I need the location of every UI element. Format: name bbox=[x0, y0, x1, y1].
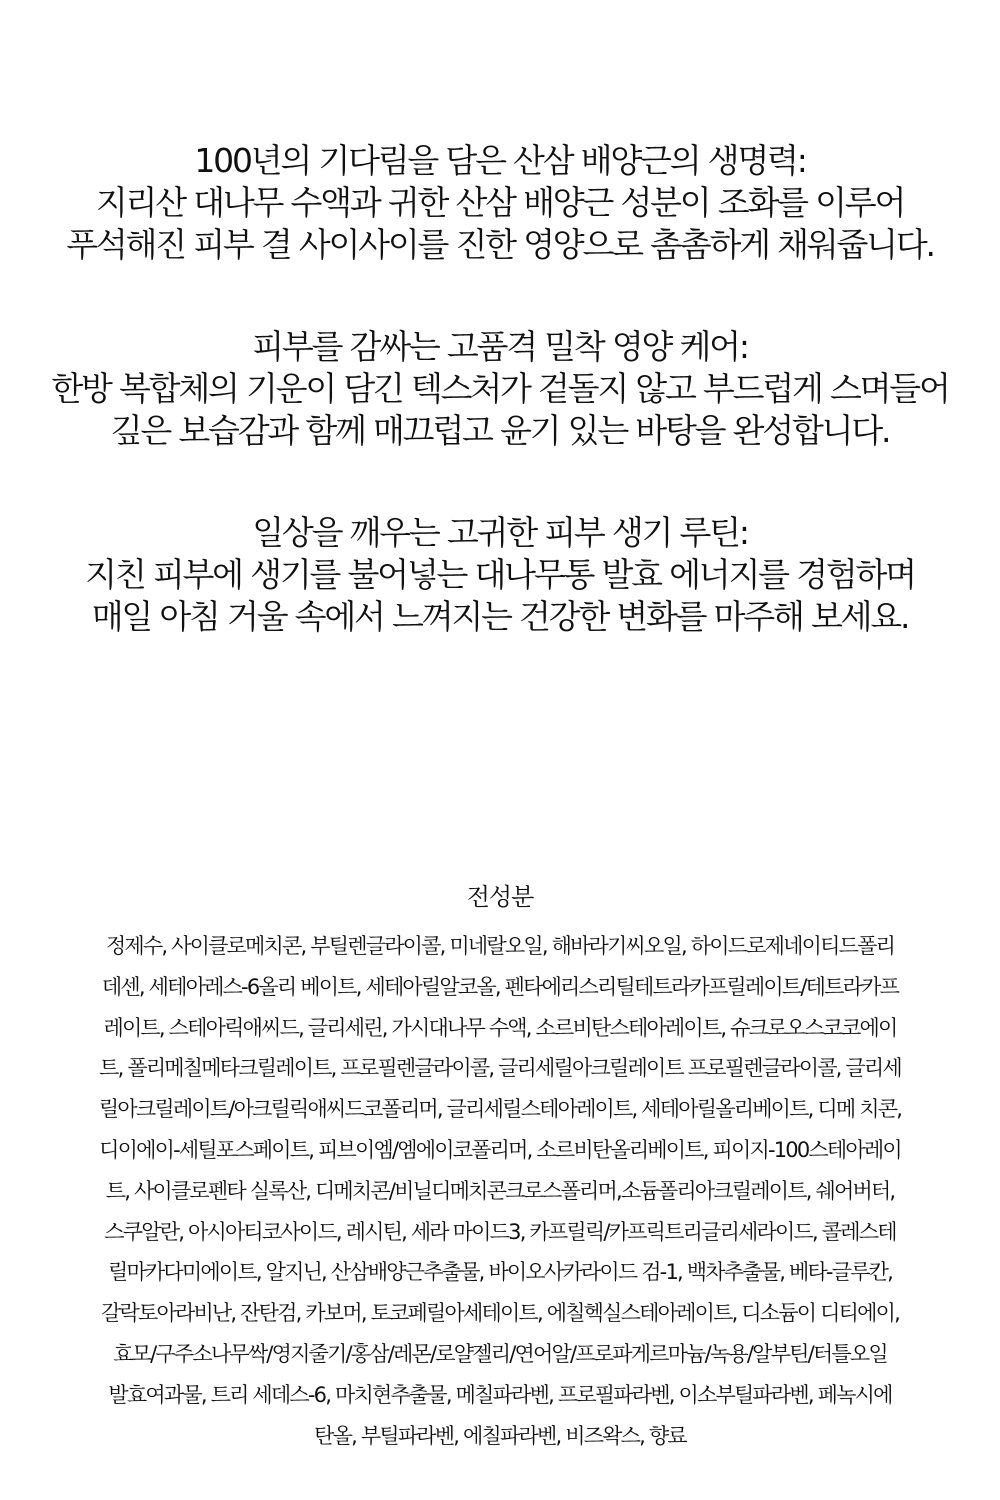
intro-paragraph-1 bbox=[0, 140, 1000, 266]
ingredients-line: 디이에이-세틸포스페이트, 피브이엠/엠에이코폴리머, 소르비탄올리베이트, 피이지-100스테아레이 bbox=[99, 1137, 901, 1162]
intro-paragraph-3 bbox=[0, 512, 1000, 638]
intro-text-line: 한방 복합체의 기운이 담긴 텍스처가 겉돌지 않고 부드럽게 스며들어 bbox=[51, 369, 949, 408]
ingredients-line: 갈락토아라비난, 잔탄검, 카보머, 토코페릴아세테이트, 에칠헥실스테아레이트, 디소듐이 디티에이, bbox=[101, 1301, 899, 1326]
intro-text-line: 지친 피부에 생기를 불어넣는 대나무통 발효 에너지를 경험하며 bbox=[85, 555, 915, 594]
ingredients-line: 트, 폴리메칠메타크릴레이트, 프로필렌글라이콜, 글리세릴아크릴레이트 프로필렌글라이콜, 글리세 bbox=[99, 1056, 901, 1081]
ingredients-line: 릴마카다미에이트, 알지닌, 산삼배양근추출물, 바이오사카라이드 검-1, 백차추출물, 베타-글루칸, bbox=[107, 1260, 893, 1285]
ingredients-line: 발효여과물, 트리 세데스-6, 마치현추출물, 메칠파라벤, 프로필파라벤, 이소부틸파라벤, 페녹시에 bbox=[108, 1382, 892, 1407]
intro-heading-line: 일상을 깨우는 고귀한 피부 생기 루틴: bbox=[252, 513, 748, 552]
intro-heading-line: 피부를 감싸는 고품격 밀착 영양 케어: bbox=[252, 327, 748, 366]
ingredients-title: 전성분 bbox=[466, 883, 534, 911]
intro-text-line: 푸석해진 피부 결 사이사이를 진한 영양으로 촘촘하게 채워줍니다. bbox=[66, 225, 934, 264]
ingredients-line: 스쿠알란, 아시아티코사이드, 레시틴, 세라 마이드3, 카프릴릭/카프릭트리글리세라이드, 콜레스테 bbox=[104, 1219, 896, 1244]
ingredients-section bbox=[0, 880, 1000, 1456]
ingredients-line: 트, 사이클로펜타 실록산, 디메치콘/비닐디메치콘크로스폴리머,소듐폴리아크릴레이트, 쉐어버터, bbox=[105, 1178, 895, 1203]
intro-heading-line: 100년의 기다림을 담은 산삼 배양근의 생명력: bbox=[194, 141, 806, 180]
intro-text-line: 지리산 대나무 수액과 귀한 산삼 배양근 성분이 조화를 이루어 bbox=[95, 183, 905, 222]
intro-paragraph-2 bbox=[0, 326, 1000, 452]
intro-text-line: 매일 아침 거울 속에서 느껴지는 건강한 변화를 마주해 보세요. bbox=[91, 597, 909, 636]
ingredients-line: 탄올, 부틸파라벤, 에칠파라벤, 비즈왁스, 향료 bbox=[314, 1423, 686, 1448]
ingredients-line: 릴아크릴레이트/아크릴릭애씨드코폴리머, 글리세릴스테아레이트, 세테아릴올리베이트, 디메 치콘, bbox=[98, 1097, 902, 1122]
ingredients-line: 레이트, 스테아릭애씨드, 글리세린, 가시대나무 수액, 소르비탄스테아레이트, 슈크로오스코코에이 bbox=[103, 1015, 897, 1040]
ingredients-line: 데센, 세테아레스-6올리 베이트, 세테아릴알코올, 펜타에리스리틸테트라카프릴레이트/테트라카프 bbox=[101, 974, 899, 999]
ingredients-line: 정제수, 사이클로메치콘, 부틸렌글라이콜, 미네랄오일, 해바라기씨오일, 하이드로제네이티드폴리 bbox=[105, 934, 895, 958]
intro-section bbox=[0, 140, 1000, 698]
intro-text-line: 깊은 보습감과 함께 매끄럽고 윤기 있는 바탕을 완성합니다. bbox=[110, 411, 890, 450]
ingredients-line: 효모/구주소나무싹/영지줄기/홍삼/레몬/로얄젤리/연어알/프로파게르마늄/녹용/알부틴/터틀오일 bbox=[113, 1341, 887, 1366]
